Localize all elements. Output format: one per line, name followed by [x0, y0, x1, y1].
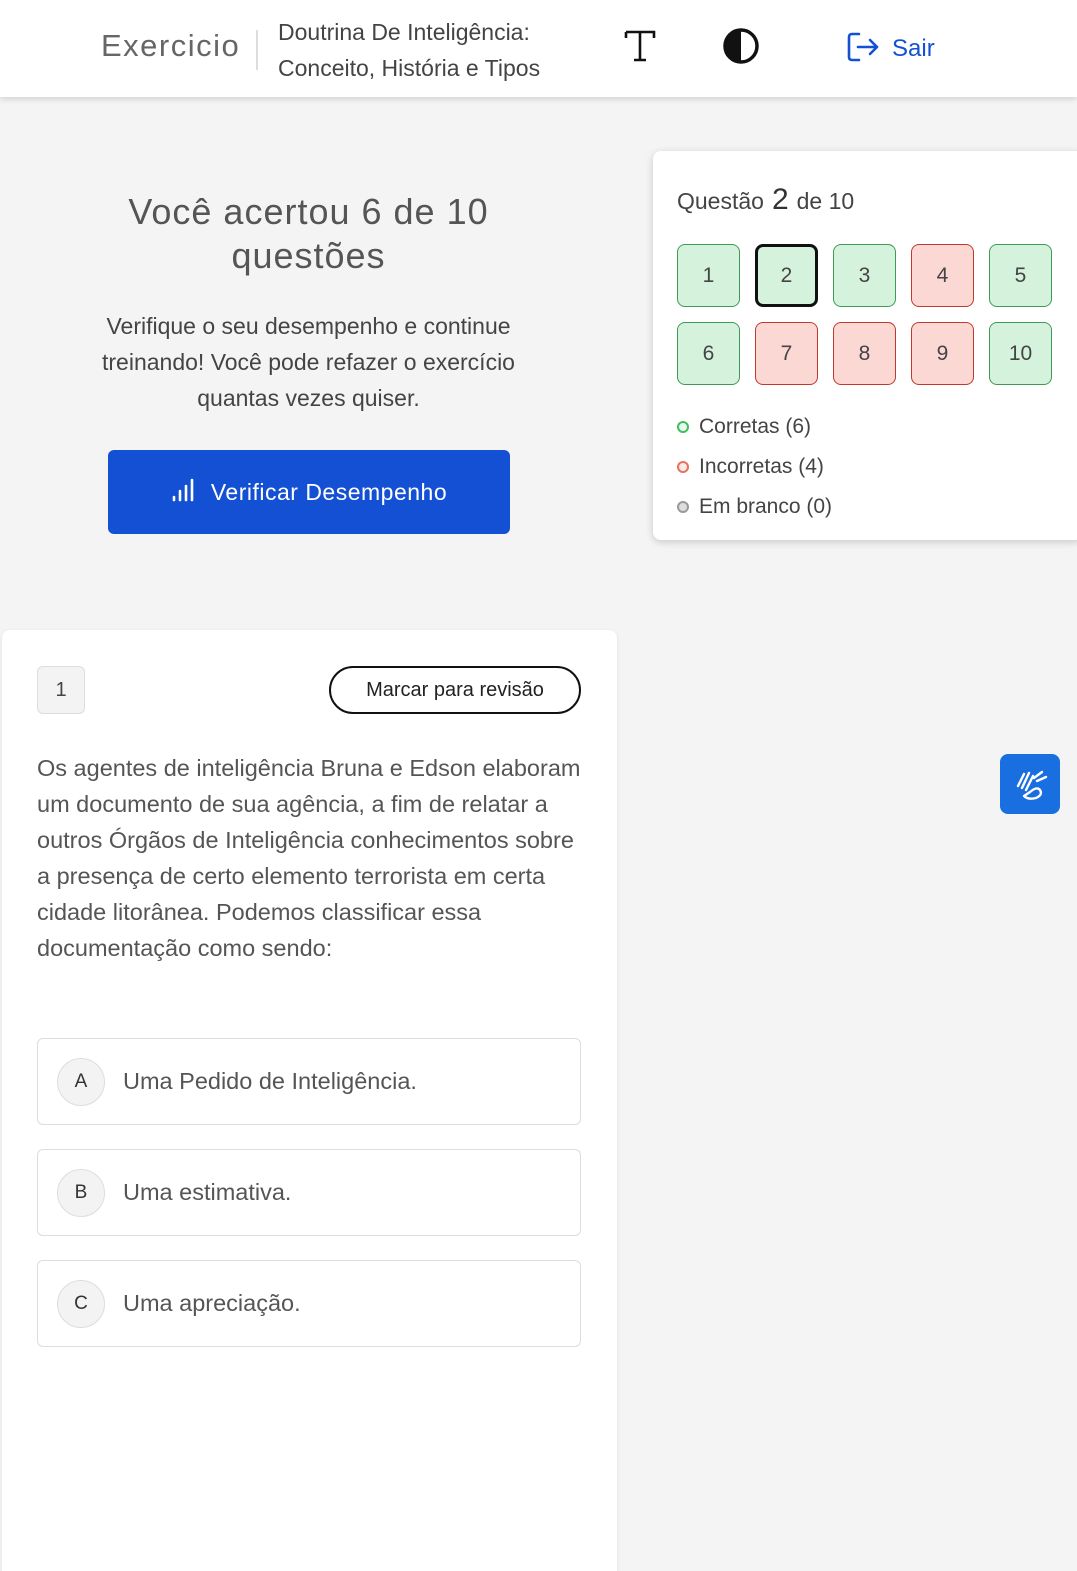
question-nav-button[interactable]: 8: [833, 322, 896, 385]
legend-item: [677, 447, 832, 487]
logout-icon: [846, 30, 880, 69]
legend-label: Em branco (0): [699, 495, 833, 518]
legend-item: [677, 487, 832, 527]
navigator-current: 2: [771, 183, 789, 216]
result-description: Verifique o seu desempenho e continue treinando! Você pode refazer o exercício quantas vezes quiser.: [102, 313, 515, 411]
legend-label: Corretas (6): [699, 415, 812, 438]
question-nav-button[interactable]: 4: [911, 244, 974, 307]
option-letter: B: [57, 1169, 105, 1217]
question-nav-button[interactable]: 9: [911, 322, 974, 385]
option-text: Uma apreciação.: [123, 1290, 301, 1316]
contrast-icon[interactable]: [722, 27, 760, 65]
font-size-icon[interactable]: [623, 26, 657, 66]
bar-chart-icon: [171, 478, 195, 507]
question-card: [2, 630, 617, 1571]
question-text: Os agentes de inteligência Bruna e Edson elaboram um documento de sua agência, a fim de relatar a outros Órgãos de Inteligência conhecimentos sobre a presença de certo elemento terrorista em certa cidade litorânea. Podemos classificar essa documentação como sendo:: [37, 755, 581, 961]
question-nav-button[interactable]: 1: [677, 244, 740, 307]
question-nav-button[interactable]: 7: [755, 322, 818, 385]
header-divider: [256, 30, 258, 70]
question-nav-button[interactable]: 10: [989, 322, 1052, 385]
sign-language-icon[interactable]: [1000, 754, 1060, 814]
brand-label: Exercicio: [101, 28, 241, 63]
question-nav-button[interactable]: 5: [989, 244, 1052, 307]
course-title: Doutrina De Inteligência: Conceito, História e Tipos: [278, 19, 541, 81]
navigator-suffix: de 10: [796, 188, 855, 214]
legend-dot-icon: [677, 421, 689, 433]
check-performance-label: Verificar Desempenho: [210, 478, 448, 505]
mark-for-review-button[interactable]: Marcar para revisão: [329, 666, 581, 714]
legend-item: [677, 407, 832, 447]
logout-label: Sair: [892, 35, 935, 62]
question-nav-button[interactable]: 6: [677, 322, 740, 385]
legend-label: Incorretas (4): [699, 455, 824, 478]
result-panel: [60, 190, 557, 416]
legend-dot-icon: [677, 461, 689, 473]
option-text: Uma estimativa.: [123, 1179, 292, 1205]
top-header: [0, 0, 1077, 97]
answer-option-a[interactable]: [37, 1038, 581, 1125]
legend-dot-icon: [677, 501, 689, 513]
option-letter: C: [57, 1280, 105, 1328]
status-legend: [677, 407, 832, 527]
question-nav-button[interactable]: 2: [755, 244, 818, 307]
check-performance-button[interactable]: [108, 450, 510, 534]
answer-option-c[interactable]: [37, 1260, 581, 1347]
navigator-heading: [677, 183, 854, 217]
question-number: 1: [37, 666, 85, 714]
logout-button[interactable]: [846, 30, 935, 68]
answer-option-b[interactable]: [37, 1149, 581, 1236]
option-text: Uma Pedido de Inteligência.: [123, 1068, 417, 1094]
option-letter: A: [57, 1058, 105, 1106]
result-title: Você acertou 6 de 10 questões: [128, 191, 489, 276]
question-navigator: [653, 151, 1077, 540]
navigator-prefix: Questão: [677, 188, 764, 214]
question-nav-button[interactable]: 3: [833, 244, 896, 307]
